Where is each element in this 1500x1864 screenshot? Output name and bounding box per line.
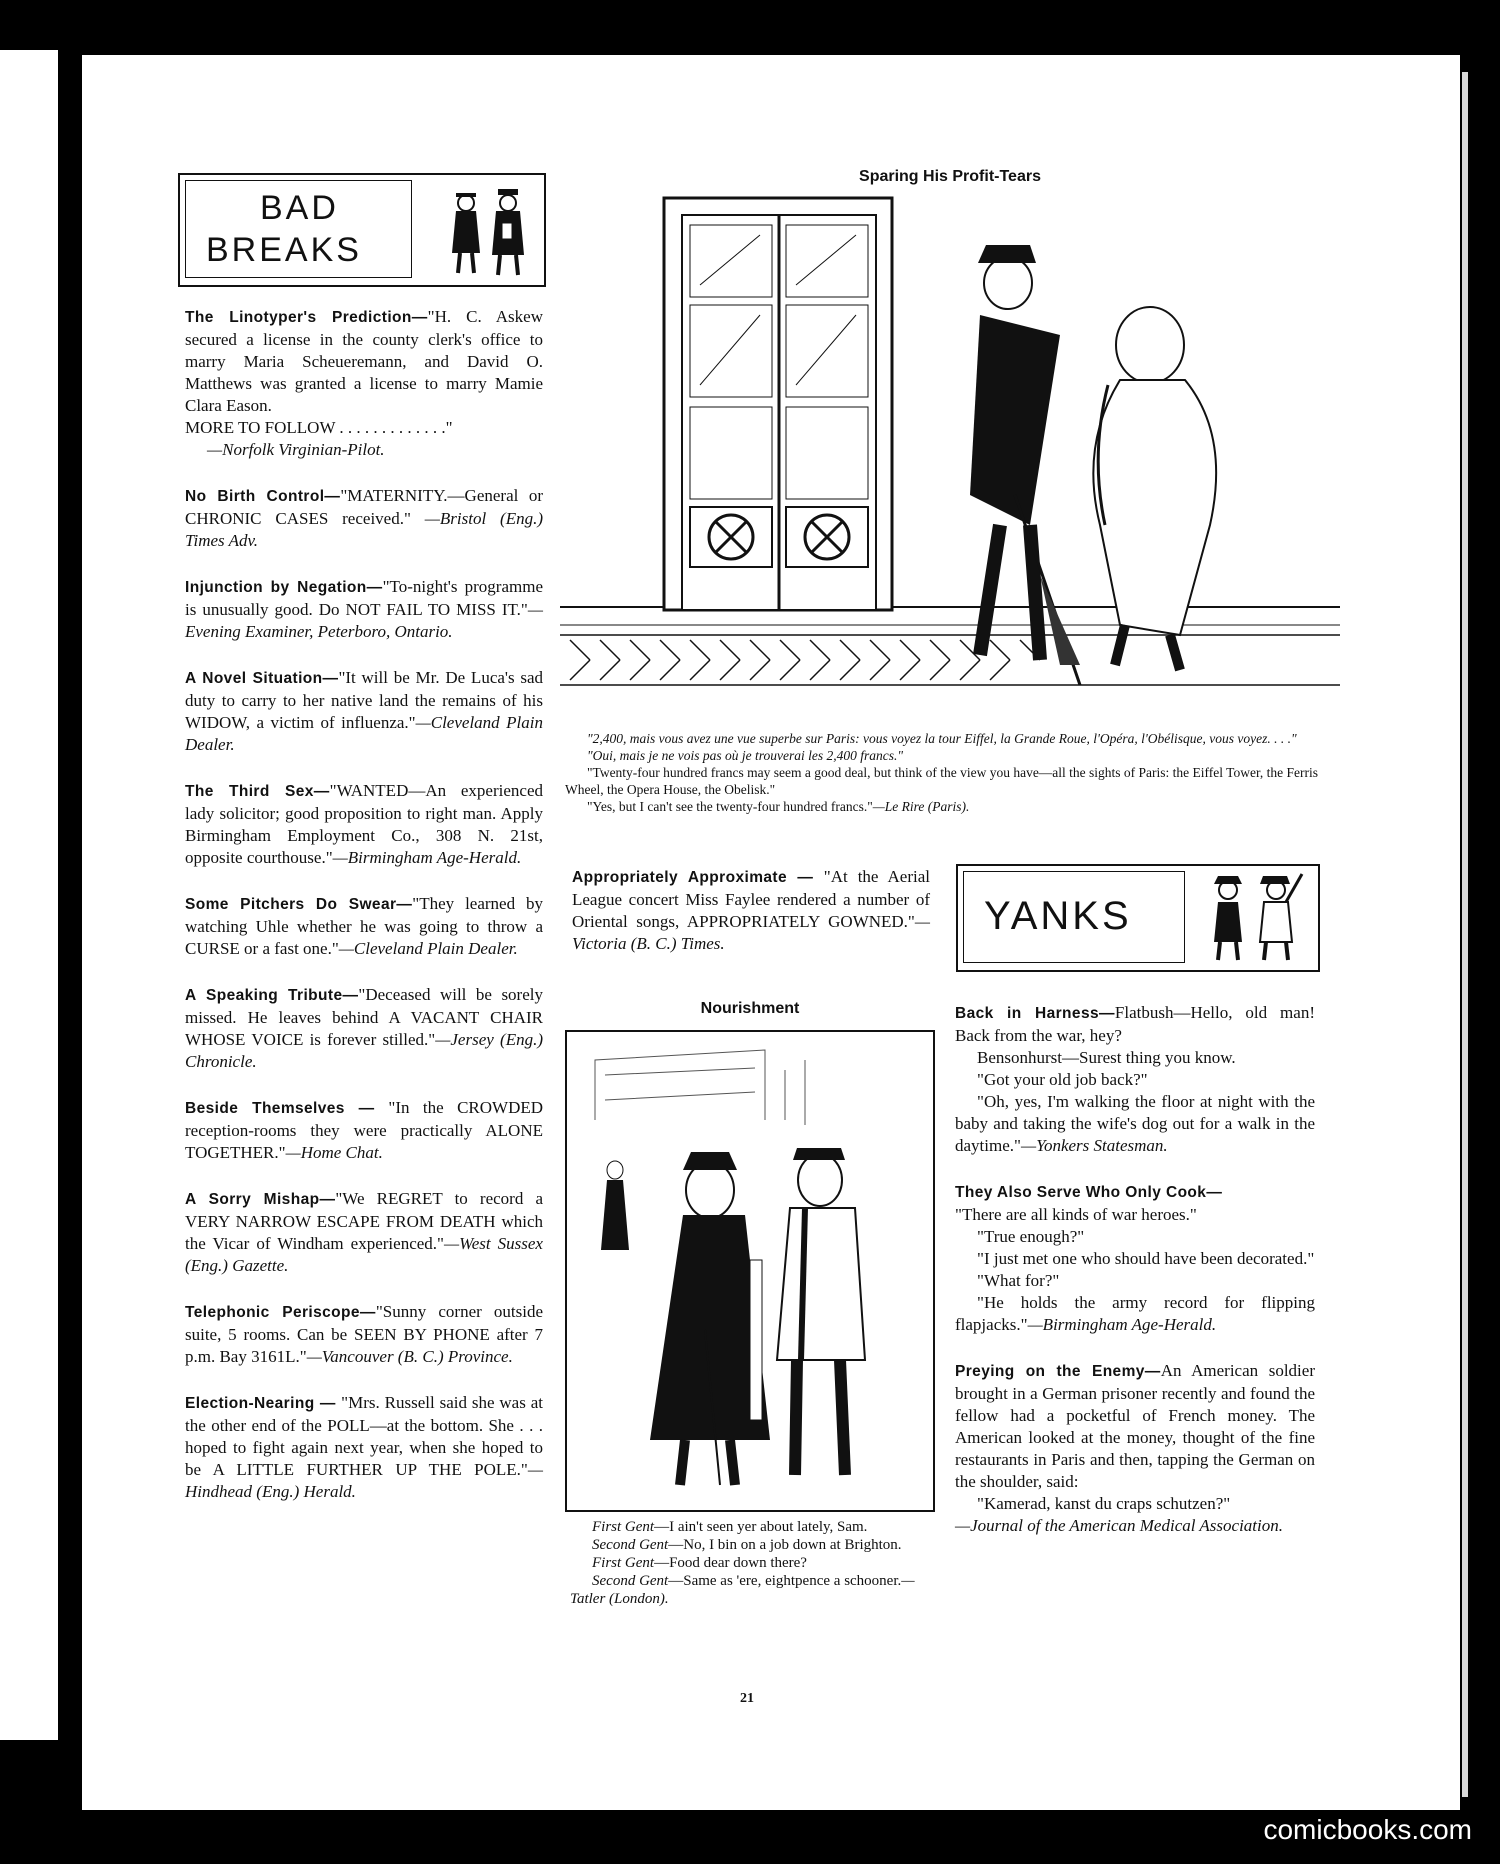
item-line: "Got your old job back?"	[977, 1070, 1148, 1089]
item-source: —Hindhead (Eng.) Herald.	[185, 1460, 543, 1501]
item-title: A Sorry Mishap—	[185, 1191, 336, 1208]
caption-french-2: "Oui, mais je ne vois pas où je trouverai les 2,400 francs."	[587, 748, 904, 763]
cartoon1-caption	[565, 730, 1335, 815]
item-title: Beside Themselves —	[185, 1100, 389, 1117]
item-title: Back in Harness—	[955, 1005, 1115, 1022]
dialogue-line: —No, I bin on a job down at Brighton.	[668, 1537, 902, 1553]
cartoon1-title: Sparing His Profit-Tears	[859, 168, 1041, 185]
item-source: —Cleveland Plain Dealer.	[185, 713, 544, 754]
item-text: "Sunny corner outside suite, 5 rooms. Can be SEEN BY PHONE after 7 p.m. Bay 3161L."	[185, 1302, 543, 1366]
item-extra: MORE TO FOLLOW . . . . . . . . . . . . ."	[185, 418, 453, 437]
dialogue-line: —Food dear down there?	[654, 1555, 807, 1571]
bad-breaks-title-line1: BAD	[260, 189, 339, 227]
bad-breaks-title-line2: BREAKS	[206, 231, 362, 269]
item-title: Election-Nearing —	[185, 1395, 342, 1412]
caption-english-2: "Yes, but I can't see the twenty-four hundred francs."	[587, 799, 873, 814]
item-title: Telephonic Periscope—	[185, 1304, 376, 1321]
item-preying-on-enemy	[955, 1360, 1315, 1537]
item-line: "Oh, yes, I'm walking the floor at night with the baby and taking the wife's dog out for a walk in the daytime."	[955, 1092, 1315, 1155]
item-text: "In the CROWDED reception-rooms they were practically ALONE TOGETHER."	[185, 1098, 544, 1162]
item-text: "Mrs. Russell said she was at the other end of the POLL—at the bottom. She . . . hoped to fight again next year, when she hoped to be A LITTLE FURTHER UP THE POLE."	[185, 1393, 543, 1479]
cartoon2-title: Nourishment	[700, 1000, 800, 1017]
bad-breaks-header	[178, 173, 546, 287]
item-source: —Vancouver (B. C.) Province.	[306, 1347, 513, 1366]
item-beside-themselves	[185, 1097, 543, 1164]
item-source: —Birmingham Age-Herald.	[332, 848, 522, 867]
caption-english-1: "Twenty-four hundred francs may seem a good deal, but think of the view you have—all the sights of Paris: the Eiffel Tower, the Ferris Wheel, the Opera House, the Obelisk."	[565, 765, 1319, 797]
item-title: The Linotyper's Prediction—	[185, 309, 428, 326]
caption-french-1: "2,400, mais vous avez une vue superbe sur Paris: vous voyez la tour Eiffel, la Grande Roue, l'Opéra, l'Obélisque, vous voyez. . . ."	[587, 731, 1297, 746]
left-column	[185, 306, 543, 1527]
item-text: "MATERNITY.—General or CHRONIC CASES received."	[185, 486, 543, 528]
item-title: Injunction by Negation—	[185, 579, 383, 596]
item-sorry-mishap	[185, 1188, 543, 1277]
cartoon2-dialogue	[570, 1518, 930, 1608]
page-number: 21	[740, 1691, 754, 1706]
item-title: They Also Serve Who Only Cook—	[955, 1184, 1223, 1201]
item-election-nearing	[185, 1392, 543, 1503]
item-line: "What for?"	[977, 1271, 1060, 1290]
item-text: "WANTED—An experienced lady solicitor; good proposition to right man. Apply Birmingham Employment Co., 308 N. 21st, opposite courthouse."	[185, 781, 543, 867]
item-line: "I just met one who should have been decorated."	[977, 1249, 1315, 1268]
item-source: —Victoria (B. C.) Times.	[572, 912, 930, 953]
item-source: —Norfolk Virginian-Pilot.	[207, 440, 385, 459]
item-source: —Cleveland Plain Dealer.	[338, 939, 518, 958]
item-linotyper	[185, 306, 543, 461]
item-back-in-harness	[955, 1002, 1315, 1157]
item-third-sex	[185, 780, 543, 869]
item-text: "Deceased will be sorely missed. He leaves behind A VACANT CHAIR WHOSE VOICE is forever stilled."	[185, 985, 543, 1049]
item-source: —Evening Examiner, Peterboro, Ontario.	[185, 600, 543, 641]
item-pitchers	[185, 893, 543, 960]
item-line: An American soldier brought in a German prisoner recently and found the fellow had a pocketful of French money. The American looked at the money, thought of the fine restaurants in Paris and then, tapping the German on the shoulder, said:	[955, 1361, 1315, 1491]
dialogue-line: —Same as 'ere, eightpence a schooner.	[668, 1573, 902, 1589]
speaker: Second Gent	[592, 1573, 669, 1589]
item-appropriately-approximate	[572, 866, 930, 955]
item-text: "At the Aerial League concert Miss Faylee rendered a number of Oriental songs, APPROPRIATELY GOWNED."	[572, 867, 930, 931]
item-title: The Third Sex—	[185, 783, 330, 800]
item-source: —Yonkers Statesman.	[1020, 1136, 1168, 1155]
item-title: A Speaking Tribute—	[185, 987, 359, 1004]
item-title: Some Pitchers Do Swear—	[185, 896, 413, 913]
item-source: —Journal of the American Medical Association.	[955, 1516, 1283, 1535]
item-source: —Home Chat.	[285, 1143, 383, 1162]
yanks-title: YANKS	[984, 894, 1132, 938]
item-title: Appropriately Approximate —	[572, 869, 824, 886]
item-title: Preying on the Enemy—	[955, 1363, 1161, 1380]
middle-column-item	[572, 866, 930, 979]
item-telephonic-periscope	[185, 1301, 543, 1368]
cartoon2-illustration	[565, 1030, 935, 1512]
item-novel-situation	[185, 667, 543, 756]
item-they-also-serve	[955, 1181, 1315, 1336]
item-line: "There are all kinds of war heroes."	[955, 1205, 1197, 1224]
dialogue-source: —Tatler (London).	[570, 1573, 915, 1607]
speaker: First Gent	[592, 1555, 655, 1571]
item-text: "It will be Mr. De Luca's sad duty to carry to her native land the remains of his WIDOW, a victim of influenza."	[185, 668, 543, 732]
item-text: "We REGRET to record a VERY NARROW ESCAPE FROM DEATH which the Vicar of Windham experienced."	[185, 1189, 543, 1253]
item-line: "True enough?"	[977, 1227, 1085, 1246]
facing-page-edge	[0, 50, 58, 1740]
item-injunction	[185, 576, 543, 643]
item-title: A Novel Situation—	[185, 670, 339, 687]
speaker: Second Gent	[592, 1537, 669, 1553]
page-edge-shadow	[1462, 72, 1468, 1797]
item-text: "H. C. Askew secured a license in the county clerk's office to marry Maria Scheueremann, and David O. Matthews was granted a license to marry Mamie Clara Eason.	[185, 307, 543, 415]
item-speaking-tribute	[185, 984, 543, 1073]
item-line: Bensonhurst—Surest thing you know.	[977, 1048, 1236, 1067]
item-text: "To-night's programme is unusually good. Do NOT FAIL TO MISS IT."	[185, 577, 543, 619]
item-source: —Birmingham Age-Herald.	[1027, 1315, 1217, 1334]
speaker: First Gent	[592, 1519, 655, 1535]
right-column	[955, 1002, 1315, 1561]
two-figures-illustration	[438, 183, 538, 278]
item-source: —West Sussex (Eng.) Gazette.	[185, 1234, 543, 1275]
caption-source: —Le Rire (Paris).	[872, 799, 970, 814]
item-line: "Kamerad, kanst du craps schutzen?"	[977, 1494, 1231, 1513]
dialogue-line: —I ain't seen yer about lately, Sam.	[654, 1519, 868, 1535]
item-birth-control	[185, 485, 543, 552]
item-line: "He holds the army record for flipping flapjacks."	[955, 1293, 1315, 1334]
item-source: —Jersey (Eng.) Chronicle.	[185, 1030, 543, 1071]
watermark: comicbooks.com	[1263, 1814, 1472, 1845]
item-text: "They learned by watching Uhle whether he was going to throw a CURSE or a fast one."	[185, 894, 543, 958]
yanks-header	[956, 864, 1320, 972]
item-line: Flatbush—Hello, old man! Back from the war, hey?	[955, 1003, 1315, 1045]
item-title: No Birth Control—	[185, 488, 341, 505]
soldier-figures-illustration	[1198, 872, 1308, 962]
item-source: —Bristol (Eng.) Times Adv.	[185, 509, 544, 550]
cartoon1-illustration	[560, 195, 1340, 723]
